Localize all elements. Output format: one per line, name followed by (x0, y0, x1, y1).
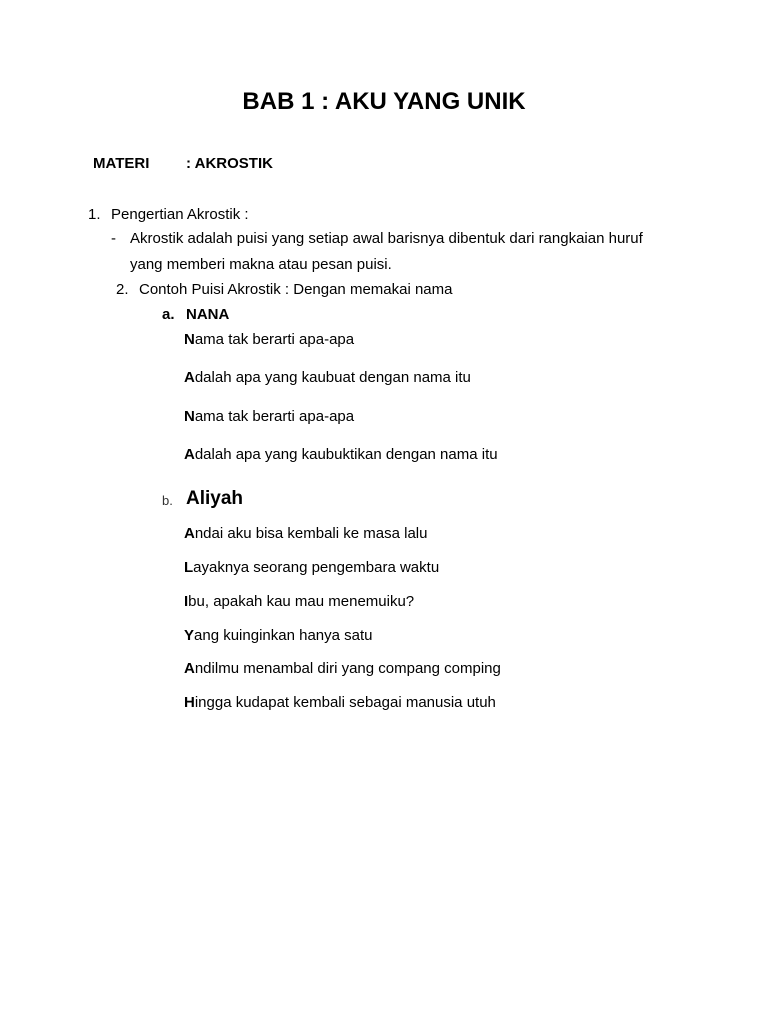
poem-initial: L (184, 559, 194, 576)
poem-text: ama tak berarti apa-apa (194, 408, 355, 425)
poem-text: bu, apakah kau mau menemuiku? (188, 593, 415, 610)
poem-b-line (184, 559, 439, 576)
poem-initial: A (184, 660, 195, 677)
poem-b-line (184, 525, 427, 542)
poem-a-line (184, 408, 354, 425)
poem-text: ndilmu menambal diri yang compang comping (194, 660, 501, 677)
poem-text: ang kuinginkan hanya satu (194, 627, 373, 644)
definition-line-1: Akrostik adalah puisi yang setiap awal barisnya dibentuk dari rangkaian huruf (130, 230, 643, 247)
poem-a-title: NANA (186, 306, 230, 323)
poem-b-marker: b. (162, 493, 173, 508)
section2-number: 2. (116, 281, 129, 298)
poem-text: ingga kudapat kembali sebagai manusia utuh (194, 694, 496, 711)
poem-b-line (184, 694, 496, 711)
section1-heading: Pengertian Akrostik : (111, 206, 249, 223)
poem-text: ndai aku bisa kembali ke masa lalu (194, 525, 428, 542)
section2-heading: Contoh Puisi Akrostik : Dengan memakai nama (139, 281, 453, 298)
poem-initial: I (184, 593, 189, 610)
poem-initial: Y (184, 627, 195, 644)
poem-text: dalah apa yang kaubuktikan dengan nama itu (194, 446, 498, 463)
materi-label: MATERI (93, 155, 150, 172)
poem-b-line (184, 660, 501, 677)
poem-a-line (184, 446, 498, 463)
poem-b-title: Aliyah (186, 488, 244, 509)
poem-b-line (184, 627, 373, 644)
poem-initial: A (184, 446, 195, 463)
poem-a-line (184, 369, 471, 386)
definition-line-2: yang memberi makna atau pesan puisi. (130, 256, 392, 273)
materi-value: : AKROSTIK (186, 155, 273, 172)
poem-initial: N (184, 408, 195, 425)
page-title: BAB 1 : AKU YANG UNIK (242, 88, 526, 115)
poem-text: ama tak berarti apa-apa (194, 331, 355, 348)
section1-number: 1. (88, 206, 101, 223)
poem-initial: H (184, 694, 195, 711)
poem-text: dalah apa yang kaubuat dengan nama itu (194, 369, 471, 386)
poem-text: ayaknya seorang pengembara waktu (193, 559, 440, 576)
poem-a-marker: a. (162, 306, 175, 323)
bullet-dash: - (111, 230, 116, 247)
poem-initial: N (184, 331, 195, 348)
poem-a-line (184, 331, 354, 348)
poem-initial: A (184, 369, 195, 386)
poem-b-line (184, 593, 414, 610)
poem-initial: A (184, 525, 195, 542)
